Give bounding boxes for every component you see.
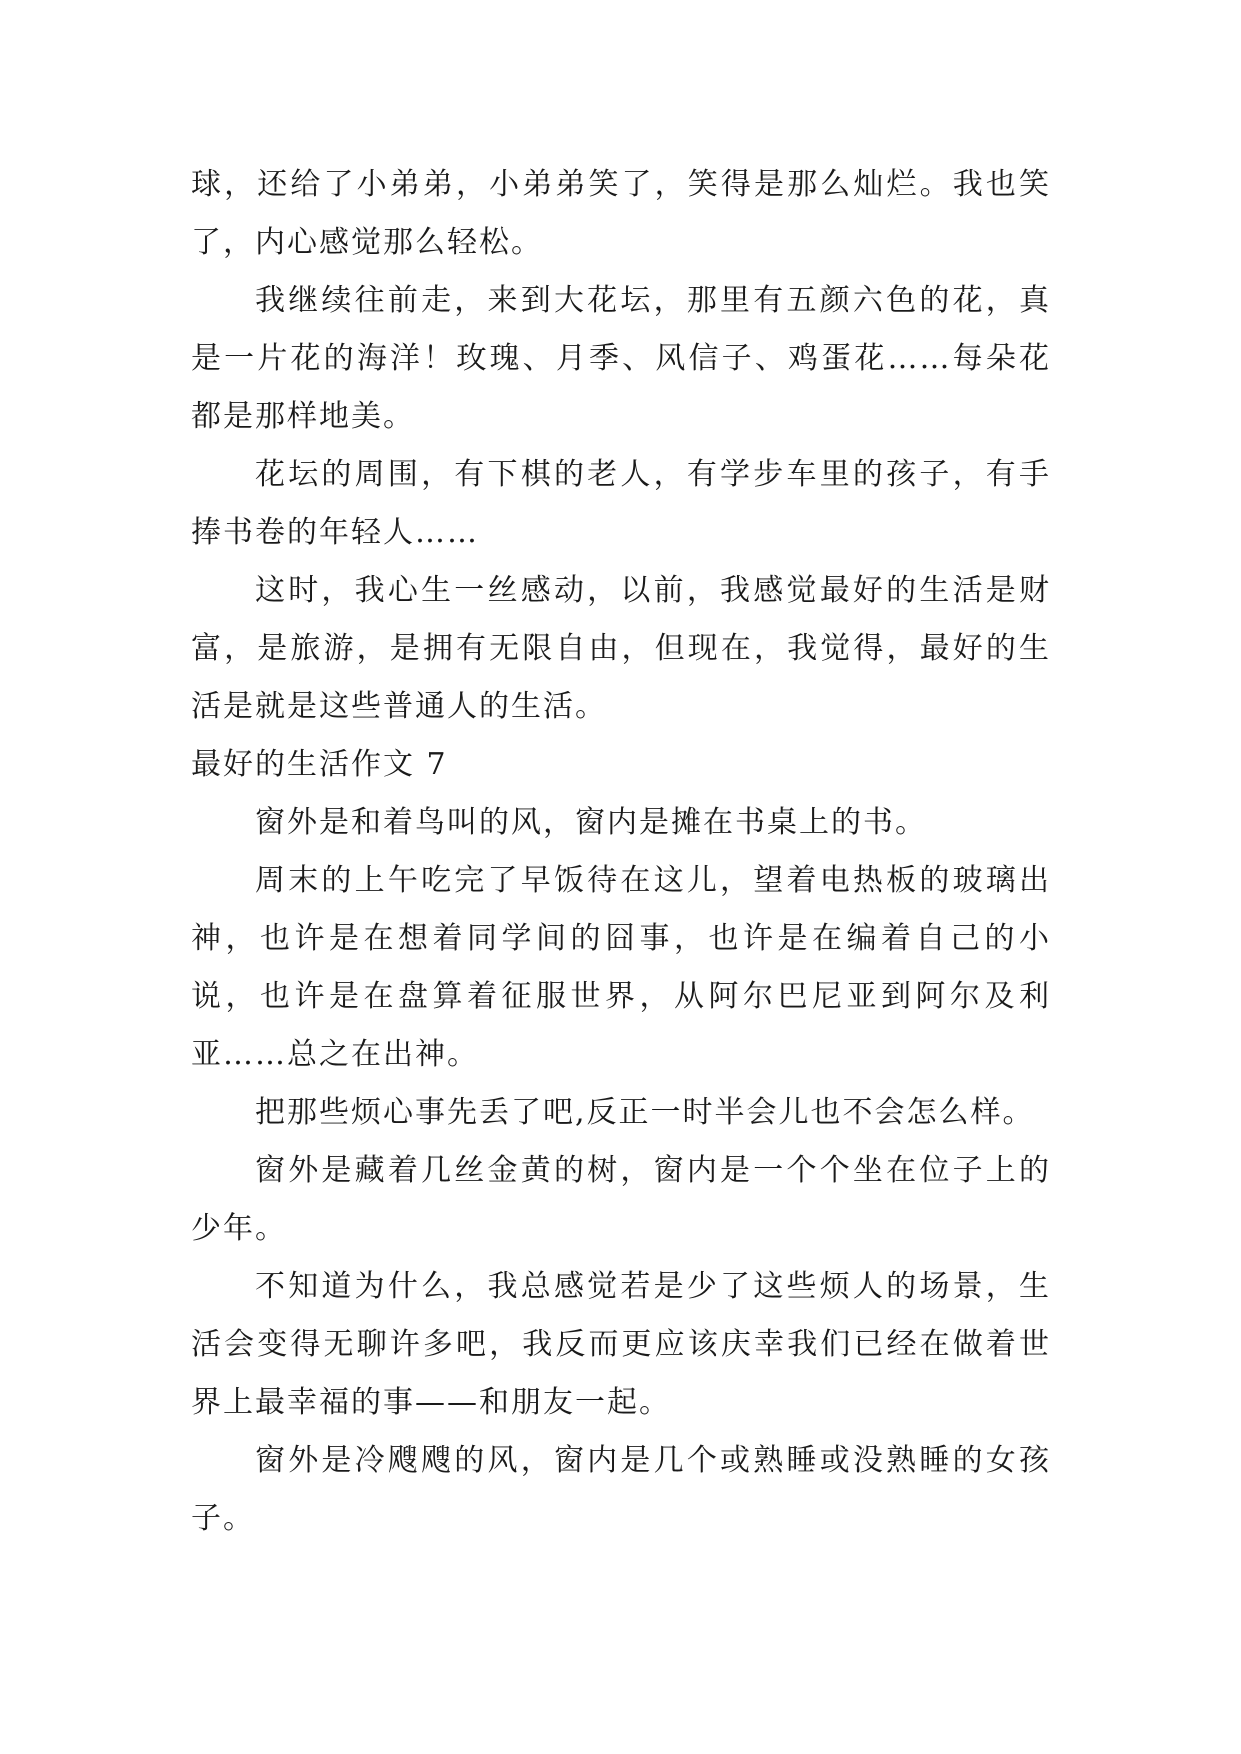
- paragraph: 球，还给了小弟弟，小弟弟笑了，笑得是那么灿烂。我也笑了，内心感觉那么轻松。: [191, 167, 1051, 260]
- section-title: 最好的生活作文 7: [191, 747, 448, 782]
- paragraph: 窗外是和着鸟叫的风，窗内是摊在书桌上的书。: [255, 805, 927, 840]
- paragraph: 周末的上午吃完了早饭待在这儿，望着电热板的玻璃出神，也许是在想着同学间的囧事，也许是在编着自己的小说，也许是在盘算着征服世界，从阿尔巴尼亚到阿尔及利亚……总之在出神。: [191, 863, 1051, 1072]
- paragraph: 不知道为什么，我总感觉若是少了这些烦人的场景，生活会变得无聊许多吧，我反而更应该庆幸我们已经在做着世界上最幸福的事——和朋友一起。: [191, 1269, 1051, 1420]
- paragraph: 窗外是藏着几丝金黄的树，窗内是一个个坐在位子上的少年。: [191, 1153, 1051, 1246]
- document-body: [191, 156, 1051, 1548]
- paragraph: 我继续往前走，来到大花坛，那里有五颜六色的花，真是一片花的海洋！玫瑰、月季、风信子、鸡蛋花……每朵花都是那样地美。: [191, 283, 1051, 434]
- paragraph: 把那些烦心事先丢了吧,反正一时半会儿也不会怎么样。: [255, 1095, 1035, 1130]
- paragraph: 这时，我心生一丝感动，以前，我感觉最好的生活是财富，是旅游，是拥有无限自由，但现在，我觉得，最好的生活是就是这些普通人的生活。: [191, 573, 1051, 724]
- paragraph: 花坛的周围，有下棋的老人，有学步车里的孩子，有手捧书卷的年轻人……: [191, 457, 1051, 550]
- paragraph: 窗外是冷飕飕的风，窗内是几个或熟睡或没熟睡的女孩子。: [191, 1443, 1051, 1536]
